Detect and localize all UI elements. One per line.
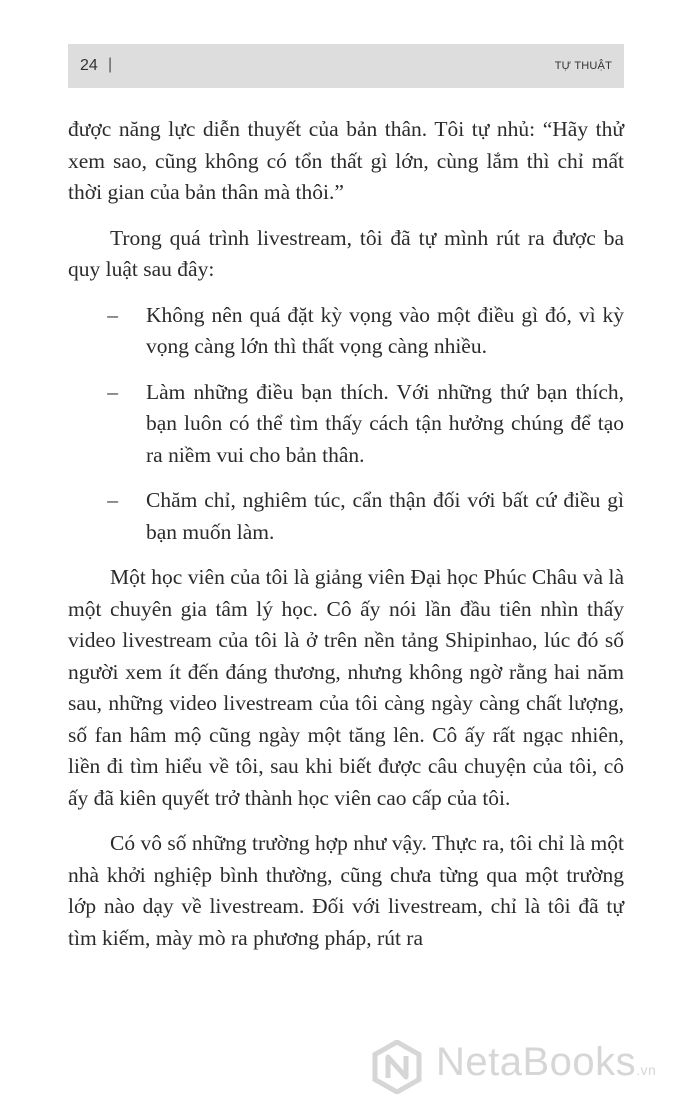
- page-header: [68, 44, 624, 88]
- bullet-item-2: [68, 377, 624, 472]
- watermark-brand: NetaBooks: [436, 1040, 637, 1084]
- bullet-item-1: [68, 300, 624, 363]
- bullet-text: Không nên quá đặt kỳ vọng vào một điều gì đó, vì kỳ vọng càng lớn thì thất vọng càng nhiều.: [146, 302, 624, 358]
- paragraph-4: Có vô số những trường hợp như vậy. Thực ra, tôi chỉ là một nhà khởi nghiệp bình thường, cũng chưa từng qua một trường lớp nào dạy về livestream. Đối với livestream, chỉ là tôi đã tự tìm kiếm, mày mò ra phương pháp, rút ra: [68, 831, 624, 950]
- bullet-dash: –: [107, 488, 118, 512]
- page-body: [68, 114, 624, 954]
- watermark-text: [436, 1040, 656, 1085]
- bullet-dash: –: [107, 379, 118, 404]
- bullet-text: Làm những điều bạn thích. Với những thứ bạn thích, bạn luôn có thể tìm thấy cách tận hưởng chúng để tạo ra niềm vui cho bản thân.: [146, 379, 624, 467]
- page-number: 24: [80, 57, 98, 74]
- watermark: [370, 1036, 700, 1106]
- watermark-suffix: .vn: [636, 1062, 657, 1078]
- bullet-item-3: [68, 485, 624, 548]
- paragraph-1: được năng lực diễn thuyết của bản thân. Tôi tự nhủ: “Hãy thử xem sao, cũng không có tổn thất gì lớn, cùng lắm thì chỉ mất thời gian của bản thân mà thôi.”: [68, 117, 624, 204]
- paragraph-3: Một học viên của tôi là giảng viên Đại học Phúc Châu và là một chuyên gia tâm lý học. Cô ấy nói lần đầu tiên nhìn thấy video livestream của tôi là ở trên nền tảng Shipinhao, lúc đó số người xem ít đến đáng thương, nhưng không ngờ rằng hai năm sau, những video livestream của tôi càng ngày càng chất lượng, số fan hâm mộ cũng ngày một tăng lên. Cô ấy rất ngạc nhiên, liền đi tìm hiểu về tôi, sau khi biết được câu chuyện của tôi, cô ấy đã kiên quyết trở thành học viên cao cấp của tôi.: [68, 565, 624, 810]
- netabooks-logo-icon: [370, 1040, 424, 1099]
- paragraph-2: Trong quá trình livestream, tôi đã tự mình rút ra được ba quy luật sau đây:: [68, 225, 624, 281]
- header-separator: |: [108, 56, 113, 73]
- bullet-text: Chăm chỉ, nghiêm túc, cẩn thận đối với bất cứ điều gì bạn muốn làm.: [146, 488, 624, 544]
- bullet-dash: –: [107, 302, 118, 327]
- section-title: TỰ THUẬT: [554, 60, 612, 72]
